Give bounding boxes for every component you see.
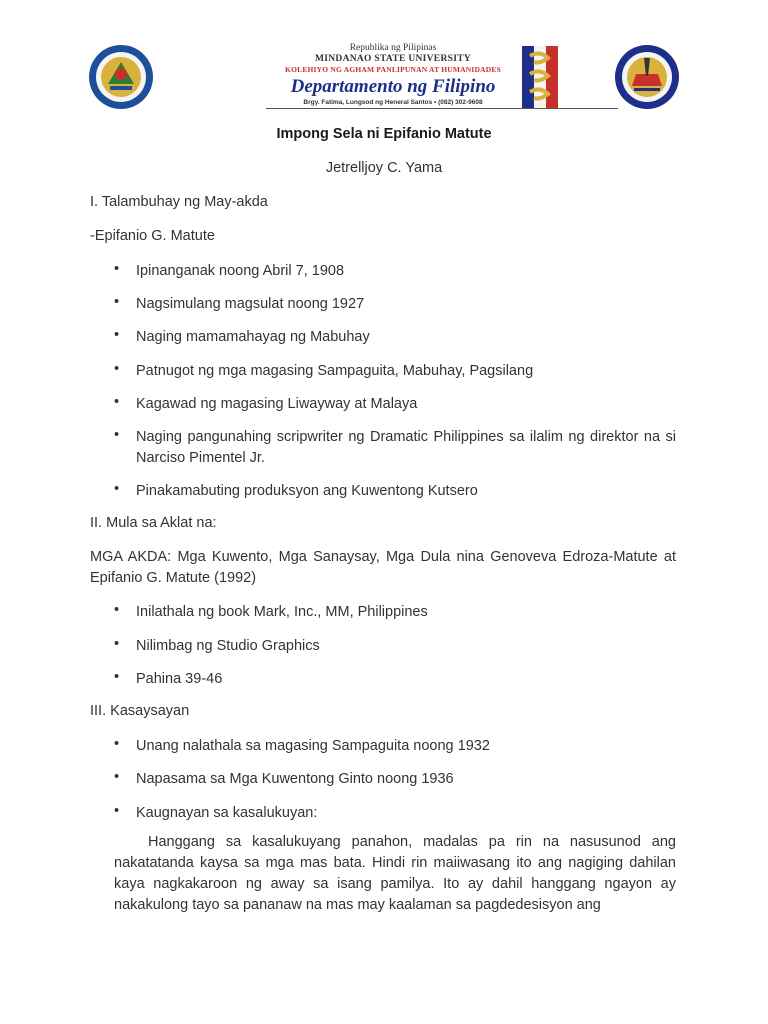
bullet-marker: • (114, 394, 120, 410)
department-name: Departamento ng Filipino (290, 76, 496, 97)
book-citation: MGA AKDA: Mga Kuwento, Mga Sanaysay, Mga Dula nina Genoveva Edroza-Matute at Epifanio G. Matute (1992) (90, 549, 676, 586)
bullet-marker: • (114, 669, 120, 685)
department-address: Brgy. Fatima, Lungsod ng Heneral Santos • (082) 302-9608 (303, 99, 483, 106)
section-heading: II. Mula sa Aklat na: (90, 515, 217, 531)
list-item: Nilimbag ng Studio Graphics (136, 638, 320, 654)
list-item: Pahina 39-46 (136, 671, 223, 687)
bullet-marker: • (114, 602, 120, 618)
university-name: MINDANAO STATE UNIVERSITY (314, 54, 471, 64)
list-item: Naging mamamahayag ng Mabuhay (136, 329, 370, 345)
republic-label: Republika ng Pilipinas (349, 43, 437, 53)
college-name: KOLEHIYO NG AGHAM PANLIPUNAN AT HUMANIDADES (285, 65, 501, 74)
list-item: Ipinanganak noong Abril 7, 1908 (136, 263, 345, 279)
list-item: Kagawad ng magasing Liwayway at Malaya (136, 396, 418, 412)
bullet-marker: • (114, 327, 120, 343)
section-heading: III. Kasaysayan (90, 703, 190, 719)
bullet-marker: • (114, 803, 120, 819)
bullet-marker: • (114, 427, 120, 443)
letterhead-text (268, 43, 518, 107)
author-name-line: -Epifanio G. Matute (90, 228, 215, 244)
list-item: Patnugot ng mga magasing Sampaguita, Mabuhay, Pagsilang (136, 363, 534, 379)
list-item: Unang nalathala sa magasing Sampaguita noong 1932 (136, 738, 490, 754)
list-item: Inilathala ng book Mark, Inc., MM, Philippines (136, 604, 428, 620)
bullet-marker: • (114, 769, 120, 785)
bullet-marker: • (114, 636, 120, 652)
list-item: Nagsimulang magsulat noong 1927 (136, 296, 365, 312)
list-item: Pinakamabuting produksyon ang Kuwentong Kutsero (136, 483, 478, 499)
letterhead (88, 40, 680, 112)
list-item: Naging pangunahing scripwriter ng Dramatic Philippines sa ilalim ng direktor na si Narciso Pimentel Jr. (136, 429, 676, 466)
bullet-marker: • (114, 294, 120, 310)
list-item: Kaugnayan sa kasalukuyan: (136, 805, 318, 821)
department-seal-icon (614, 44, 680, 110)
list-item: Napasama sa Mga Kuwentong Ginto noong 1936 (136, 771, 454, 787)
bullet-marker: • (114, 361, 120, 377)
letterhead-rule (266, 108, 618, 109)
bullet-marker: • (114, 736, 120, 752)
body-paragraph: Hanggang sa kasalukuyang panahon, madalas pa rin na nasusunod ang nakatatanda kaysa sa mga mas bata. Hindi rin maiiwasang ito ang nagiging dahilan kaya nagkakaroon ng away sa isang pamilya. Ito ay dahil hanggang ngayon ay nakakulong tayo sa pananaw na mas may kaalaman sa pagdedesisyon ang (114, 834, 676, 913)
document-title: Impong Sela ni Epifanio Matute (276, 126, 492, 142)
document-author: Jetrelljoy C. Yama (325, 160, 443, 176)
baybayin-banner-icon (522, 46, 558, 108)
bullet-marker: • (114, 481, 120, 497)
bullet-marker: • (114, 261, 120, 277)
section-heading: I. Talambuhay ng May-akda (90, 194, 268, 210)
msu-seal-icon (88, 44, 154, 110)
